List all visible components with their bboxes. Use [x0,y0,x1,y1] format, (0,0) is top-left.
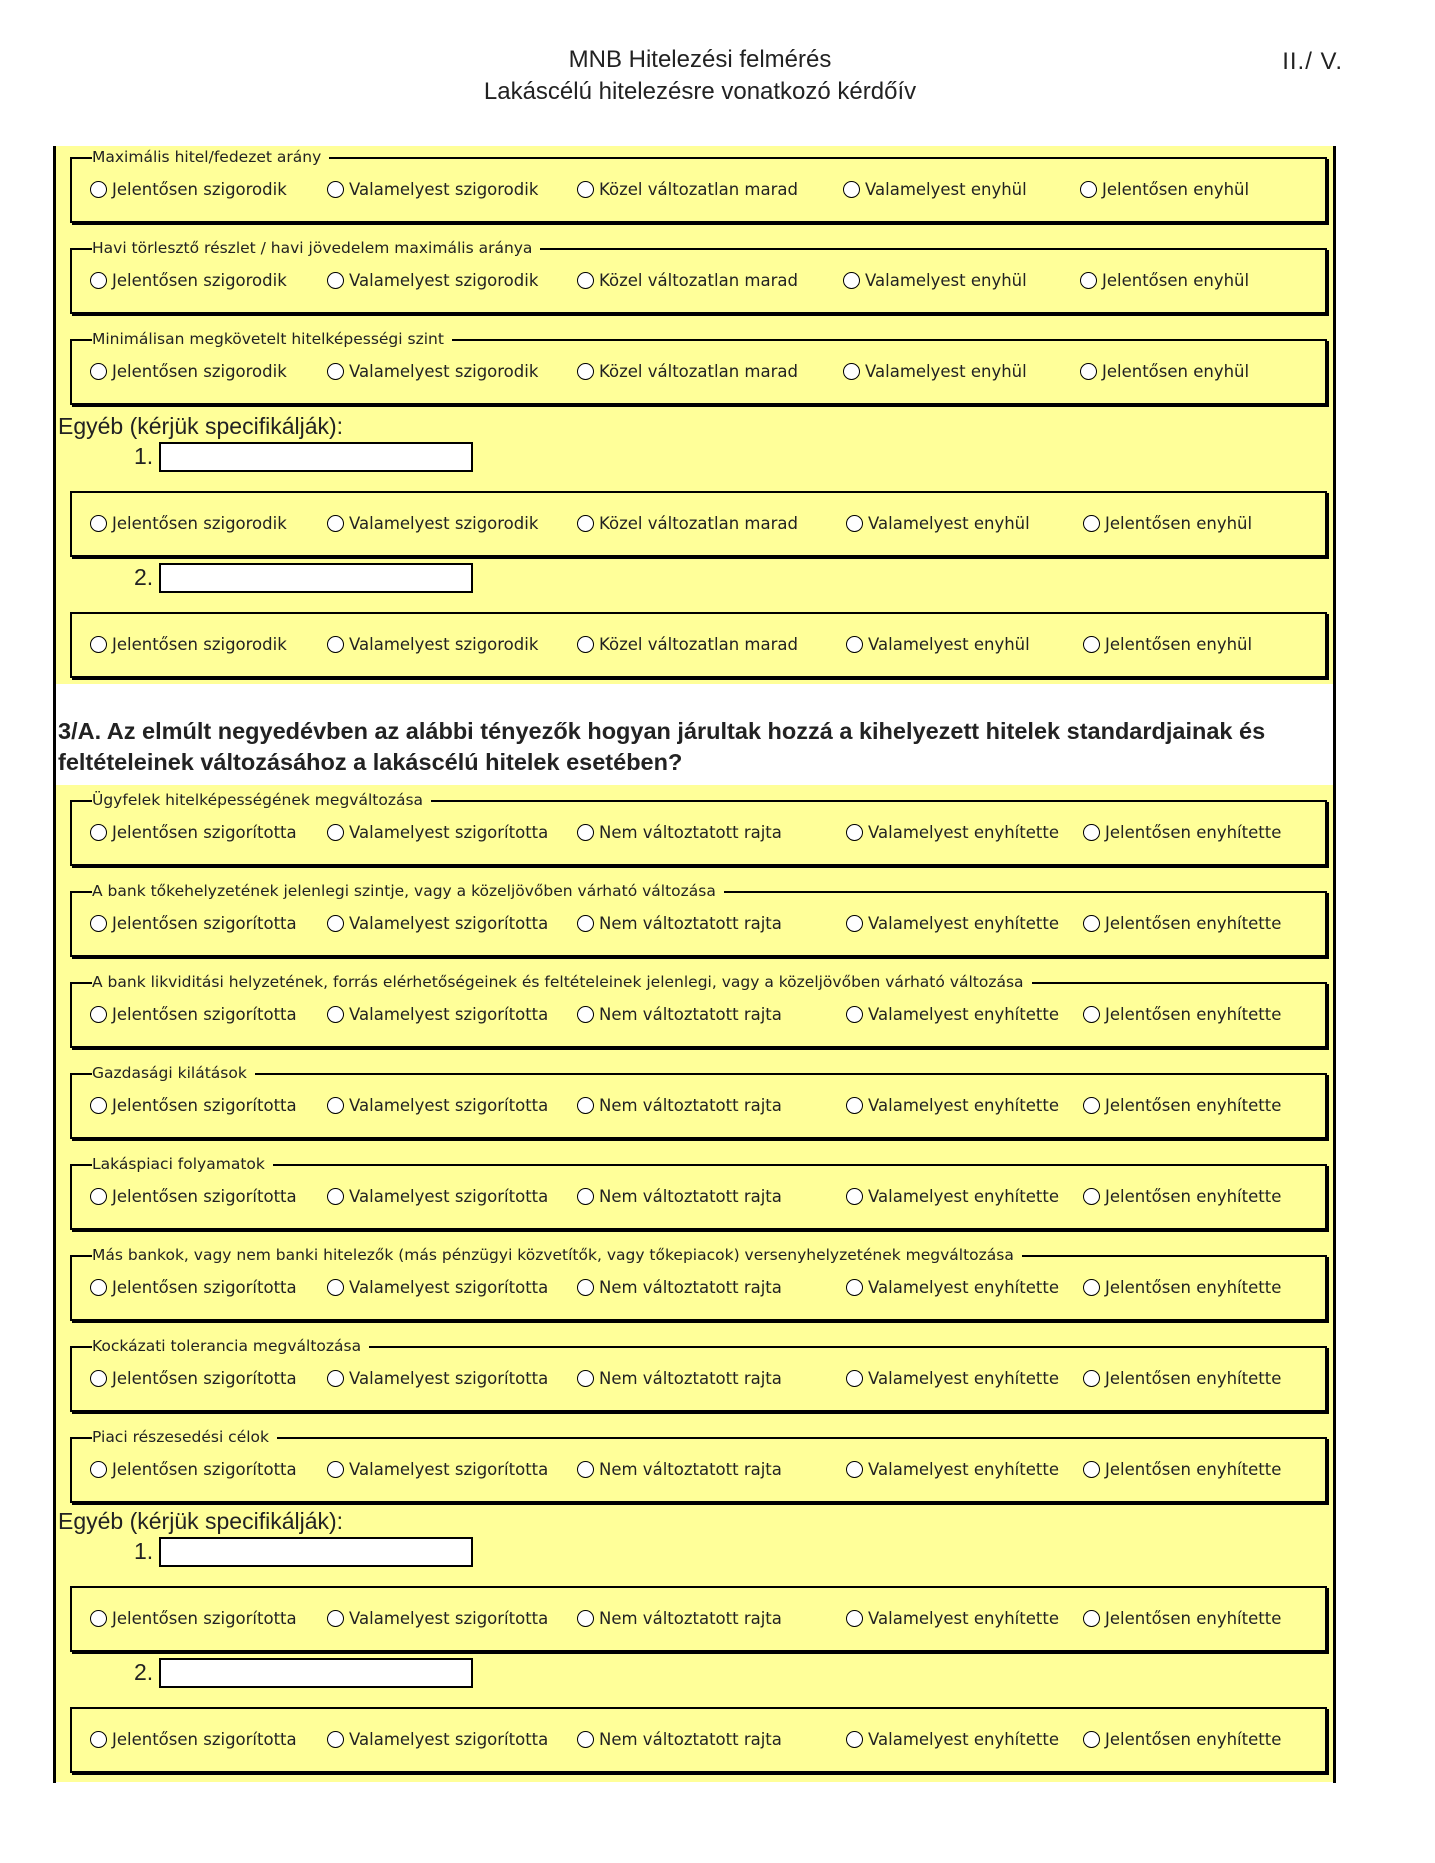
radio-option[interactable] [1083,1187,1281,1206]
radio-option[interactable] [846,1278,1059,1297]
radio-option-label: Jelentősen enyhítette [1105,1278,1282,1297]
radio-button-icon[interactable] [90,1370,107,1387]
radio-option[interactable] [90,1460,297,1479]
radio-button-icon[interactable] [577,1188,594,1205]
section-b-group [70,1337,1327,1412]
radio-option-label: Nem változtatott rajta [599,1096,782,1115]
radio-option-label: Valamelyest enyhítette [868,1460,1059,1479]
radio-button-icon[interactable] [327,824,344,841]
section-b-group-legend: Gazdasági kilátások [92,1062,255,1084]
section-b-group-legend: A bank tőkehelyzetének jelenlegi szintje, vagy a közeljövőben várható változása [92,880,724,902]
radio-option[interactable] [846,914,1059,933]
radio-option[interactable] [1083,1005,1281,1024]
radio-button-icon[interactable] [90,1610,107,1627]
radio-option[interactable] [577,635,798,654]
section-b-group [70,1064,1327,1139]
radio-button-icon[interactable] [846,824,863,841]
radio-button-icon[interactable] [846,1610,863,1627]
radio-option-label: Közel változatlan marad [599,180,798,199]
question-3a-title: 3/A. Az elmúlt negyedévben az alábbi tényezők hogyan járultak hozzá a kihelyezett hitelek standardjainak és feltételeinek változásához a lakáscélú hitelek esetében? [58,718,1266,775]
radio-option-label: Jelentősen enyhül [1102,180,1250,199]
radio-option[interactable] [327,1609,548,1628]
radio-option-label: Jelentősen enyhül [1105,514,1253,533]
form-subtitle: Lakáscélú hitelezésre vonatkozó kérdőív [483,78,917,105]
radio-button-icon[interactable] [90,824,107,841]
radio-button-icon[interactable] [846,1188,863,1205]
radio-option[interactable] [327,1187,548,1206]
radio-option[interactable] [1083,1609,1281,1628]
radio-option[interactable] [327,823,548,842]
radio-option-label: Valamelyest enyhül [865,180,1027,199]
radio-option[interactable] [90,1609,297,1628]
radio-option[interactable] [90,1730,297,1749]
radio-option[interactable] [90,914,297,933]
radio-option[interactable] [327,514,538,533]
radio-option[interactable] [1083,1369,1281,1388]
radio-option-label: Valamelyest szigorította [349,1369,549,1388]
radio-button-icon[interactable] [577,515,594,532]
form-title: MNB Hitelezési felmérés [568,46,832,73]
radio-option[interactable] [327,1460,548,1479]
radio-button-icon[interactable] [327,181,344,198]
radio-button-icon[interactable] [327,1370,344,1387]
radio-button-icon[interactable] [1080,272,1097,289]
radio-option[interactable] [846,1609,1059,1628]
radio-option-label: Jelentősen szigorította [112,1278,297,1297]
radio-button-icon[interactable] [90,1279,107,1296]
section-a-other-1-number: 1. [134,443,154,469]
radio-option[interactable] [577,362,798,381]
radio-button-icon[interactable] [1083,824,1100,841]
radio-button-icon[interactable] [90,1461,107,1478]
radio-button-icon[interactable] [1083,1097,1100,1114]
section-b-other-2-number: 2. [134,1659,154,1685]
radio-button-icon[interactable] [90,915,107,932]
radio-button-icon[interactable] [327,1461,344,1478]
radio-option[interactable] [1083,635,1252,654]
radio-option[interactable] [1083,823,1281,842]
radio-option-label: Jelentősen enyhítette [1105,1005,1282,1024]
radio-button-icon[interactable] [843,363,860,380]
section-a-other-1-group [70,491,1327,557]
radio-button-icon[interactable] [846,1370,863,1387]
radio-option[interactable] [90,635,287,654]
radio-button-icon[interactable] [90,1006,107,1023]
radio-button-icon[interactable] [90,1731,107,1748]
radio-option-label: Nem változtatott rajta [599,1609,782,1628]
section-b-other-1-number: 1. [134,1538,154,1564]
radio-option[interactable] [327,180,538,199]
section-b-group-legend: A bank likviditási helyzetének, forrás elérhetőségeinek és feltételeinek jelenlegi, vagy a közeljövőben várható változása [92,971,1032,993]
radio-button-icon[interactable] [1083,636,1100,653]
radio-button-icon[interactable] [577,1461,594,1478]
radio-option[interactable] [577,1005,782,1024]
radio-option[interactable] [90,180,287,199]
section-b-group-legend: Ügyfelek hitelképességének megváltozása [92,789,431,811]
radio-option-label: Nem változtatott rajta [599,823,782,842]
radio-button-icon[interactable] [577,636,594,653]
radio-option-label: Valamelyest szigorította [349,1460,549,1479]
radio-button-icon[interactable] [577,1279,594,1296]
radio-option[interactable] [1080,271,1249,290]
radio-option-label: Jelentősen enyhül [1102,271,1250,290]
radio-option[interactable] [577,180,798,199]
radio-button-icon[interactable] [846,1279,863,1296]
radio-button-icon[interactable] [90,515,107,532]
radio-option-label: Jelentősen enyhítette [1105,1096,1282,1115]
radio-option[interactable] [327,1369,548,1388]
radio-option-label: Jelentősen szigorodik [112,180,287,199]
radio-button-icon[interactable] [327,1279,344,1296]
radio-option-label: Nem változtatott rajta [599,1005,782,1024]
radio-option[interactable] [577,1609,782,1628]
radio-option-label: Közel változatlan marad [599,635,798,654]
radio-button-icon[interactable] [1083,1731,1100,1748]
radio-button-icon[interactable] [1080,181,1097,198]
section-a-group [70,330,1327,405]
radio-option[interactable] [577,823,782,842]
radio-option-label: Valamelyest enyhítette [868,1369,1059,1388]
radio-option[interactable] [90,271,287,290]
radio-button-icon[interactable] [846,636,863,653]
radio-option-label: Valamelyest szigorította [349,1096,549,1115]
radio-option-label: Közel változatlan marad [599,362,798,381]
radio-option-label: Valamelyest enyhül [868,635,1030,654]
section-b-group-legend: Piaci részesedési célok [92,1426,277,1448]
section-b-group [70,1246,1327,1321]
radio-option[interactable] [577,271,798,290]
radio-button-icon[interactable] [577,1097,594,1114]
radio-button-icon[interactable] [1083,1188,1100,1205]
radio-option-label: Valamelyest enyhítette [868,823,1059,842]
radio-button-icon[interactable] [577,272,594,289]
radio-button-icon[interactable] [90,272,107,289]
radio-button-icon[interactable] [577,1610,594,1627]
radio-option-label: Valamelyest szigorodik [349,635,539,654]
radio-option[interactable] [90,1096,297,1115]
section-b-other-2-group [70,1707,1327,1773]
section-b-other-1-group [70,1586,1327,1652]
radio-option[interactable] [1083,914,1281,933]
radio-option-label: Jelentősen szigorította [112,1096,297,1115]
radio-option[interactable] [846,635,1030,654]
radio-button-icon[interactable] [327,1610,344,1627]
radio-option-label: Jelentősen szigorította [112,1460,297,1479]
radio-option-label: Jelentősen szigorodik [112,271,287,290]
radio-option-label: Jelentősen szigorította [112,1187,297,1206]
radio-button-icon[interactable] [327,1097,344,1114]
radio-option[interactable] [1083,1096,1281,1115]
radio-option-label: Valamelyest enyhül [865,362,1027,381]
radio-option-label: Valamelyest szigorította [349,823,549,842]
section-a-group-legend: Maximális hitel/fedezet arány [92,146,329,168]
radio-option-label: Valamelyest enyhül [868,514,1030,533]
radio-option-label: Jelentősen enyhül [1105,635,1253,654]
radio-button-icon[interactable] [846,515,863,532]
radio-button-icon[interactable] [1080,363,1097,380]
radio-button-icon[interactable] [577,363,594,380]
radio-button-icon[interactable] [327,1731,344,1748]
radio-button-icon[interactable] [1083,1279,1100,1296]
radio-option[interactable] [846,1369,1059,1388]
radio-button-icon[interactable] [846,1461,863,1478]
radio-option-label: Valamelyest enyhítette [868,1609,1059,1628]
radio-option[interactable] [1083,1278,1281,1297]
section-b-group [70,1428,1327,1503]
radio-option-label: Valamelyest enyhül [865,271,1027,290]
radio-button-icon[interactable] [327,1006,344,1023]
radio-option-label: Jelentősen szigorította [112,823,297,842]
radio-option-label: Valamelyest szigorította [349,1278,549,1297]
radio-option-label: Jelentősen szigorította [112,1730,297,1749]
radio-button-icon[interactable] [90,1097,107,1114]
radio-option[interactable] [1083,1730,1281,1749]
radio-button-icon[interactable] [90,181,107,198]
radio-option[interactable] [327,362,538,381]
radio-option-label: Jelentősen szigorította [112,1005,297,1024]
radio-option-label: Valamelyest szigorította [349,1005,549,1024]
radio-button-icon[interactable] [90,1188,107,1205]
radio-option-label: Jelentősen enyhítette [1105,914,1282,933]
radio-option-label: Valamelyest szigorította [349,1609,549,1628]
radio-button-icon[interactable] [1083,515,1100,532]
radio-button-icon[interactable] [327,363,344,380]
radio-button-icon[interactable] [846,1006,863,1023]
radio-option[interactable] [90,823,297,842]
radio-option-label: Jelentősen szigorította [112,1369,297,1388]
radio-option[interactable] [577,1730,782,1749]
radio-option[interactable] [577,1278,782,1297]
section-a-other-label: Egyéb (kérjük specifikálják): [58,413,344,439]
radio-option[interactable] [846,1096,1059,1115]
radio-option[interactable] [327,1278,548,1297]
section-b-group-legend: Más bankok, vagy nem banki hitelezők (más pénzügyi közvetítők, vagy tőkepiacok) versenyhelyzetének megváltozása [92,1244,1022,1266]
radio-option[interactable] [327,1096,548,1115]
radio-option[interactable] [846,1005,1059,1024]
radio-button-icon[interactable] [846,1097,863,1114]
radio-button-icon[interactable] [577,915,594,932]
radio-option-label: Valamelyest szigorodik [349,514,539,533]
section-b-other-1-input[interactable] [159,1537,473,1567]
radio-option-label: Közel változatlan marad [599,514,798,533]
radio-button-icon[interactable] [577,181,594,198]
radio-option-label: Jelentősen szigorodik [112,635,287,654]
section-b-group [70,882,1327,957]
radio-option-label: Nem változtatott rajta [599,1460,782,1479]
radio-button-icon[interactable] [327,272,344,289]
radio-option-label: Valamelyest enyhítette [868,914,1059,933]
radio-option-label: Valamelyest szigorodik [349,271,539,290]
radio-option-label: Nem változtatott rajta [599,1730,782,1749]
radio-option[interactable] [327,635,538,654]
radio-button-icon[interactable] [327,915,344,932]
radio-option[interactable] [90,1005,297,1024]
radio-option[interactable] [1083,1460,1281,1479]
radio-option-label: Jelentősen enyhítette [1105,823,1282,842]
radio-option-label: Valamelyest szigorodik [349,180,539,199]
radio-option[interactable] [846,823,1059,842]
section-b-other-2-input[interactable] [159,1658,473,1688]
radio-option[interactable] [577,914,782,933]
radio-option-label: Valamelyest enyhítette [868,1730,1059,1749]
radio-option[interactable] [90,362,287,381]
form-header [0,44,1400,108]
radio-option-label: Valamelyest enyhítette [868,1187,1059,1206]
radio-option[interactable] [327,1730,548,1749]
radio-option[interactable] [577,1187,782,1206]
radio-option[interactable] [327,914,548,933]
radio-button-icon[interactable] [843,272,860,289]
radio-option-label: Jelentősen enyhítette [1105,1460,1282,1479]
radio-option[interactable] [1080,180,1249,199]
radio-option[interactable] [846,1460,1059,1479]
radio-option[interactable] [577,514,798,533]
radio-option-label: Nem változtatott rajta [599,914,782,933]
right-border [1333,146,1336,1783]
radio-option[interactable] [1083,514,1252,533]
radio-button-icon[interactable] [1083,1370,1100,1387]
section-b-group [70,791,1327,866]
radio-button-icon[interactable] [846,1731,863,1748]
radio-option-label: Valamelyest szigorította [349,1187,549,1206]
radio-button-icon[interactable] [577,824,594,841]
radio-option-label: Valamelyest enyhítette [868,1005,1059,1024]
section-b-group [70,973,1327,1048]
radio-option-label: Nem változtatott rajta [599,1369,782,1388]
section-a-other-1-input[interactable] [159,442,473,472]
radio-button-icon[interactable] [846,915,863,932]
left-border [53,146,56,1783]
section-b-group-legend: Kockázati tolerancia megváltozása [92,1335,369,1357]
radio-option-label: Jelentősen szigorította [112,1609,297,1628]
radio-option[interactable] [846,1730,1059,1749]
radio-option-label: Jelentősen szigorodik [112,362,287,381]
radio-option-label: Közel változatlan marad [599,271,798,290]
radio-button-icon[interactable] [327,1188,344,1205]
radio-option[interactable] [327,1005,548,1024]
section-a-group-legend: Minimálisan megkövetelt hitelképességi szint [92,328,452,350]
radio-button-icon[interactable] [327,515,344,532]
radio-button-icon[interactable] [90,636,107,653]
radio-button-icon[interactable] [1083,915,1100,932]
radio-option-label: Jelentősen enyhítette [1105,1730,1282,1749]
radio-option[interactable] [846,1187,1059,1206]
radio-button-icon[interactable] [1083,1610,1100,1627]
radio-option[interactable] [1080,362,1249,381]
radio-option-label: Nem változtatott rajta [599,1278,782,1297]
radio-option[interactable] [90,1278,297,1297]
section-a-group [70,239,1327,314]
radio-option[interactable] [577,1096,782,1115]
radio-option-label: Valamelyest szigorította [349,1730,549,1749]
radio-option-label: Jelentősen enyhítette [1105,1187,1282,1206]
radio-button-icon[interactable] [90,363,107,380]
radio-option[interactable] [577,1369,782,1388]
radio-option-label: Valamelyest enyhítette [868,1278,1059,1297]
radio-button-icon[interactable] [577,1370,594,1387]
section-b-group [70,1155,1327,1230]
radio-option[interactable] [327,271,538,290]
radio-button-icon[interactable] [1083,1461,1100,1478]
radio-option-label: Valamelyest enyhítette [868,1096,1059,1115]
radio-option[interactable] [843,180,1027,199]
radio-option-label: Jelentősen enyhítette [1105,1609,1282,1628]
section-a-other-2-group [70,612,1327,678]
section-a-group [70,148,1327,223]
radio-option-label: Valamelyest szigorodik [349,362,539,381]
radio-option-label: Valamelyest szigorította [349,914,549,933]
radio-option-label: Jelentősen enyhítette [1105,1369,1282,1388]
radio-button-icon[interactable] [577,1006,594,1023]
radio-button-icon[interactable] [577,1731,594,1748]
radio-option[interactable] [843,362,1027,381]
radio-button-icon[interactable] [327,636,344,653]
section-b-other-label: Egyéb (kérjük specifikálják): [58,1508,344,1534]
radio-button-icon[interactable] [843,181,860,198]
radio-option[interactable] [90,514,287,533]
radio-option-label: Jelentősen szigorította [112,914,297,933]
radio-option-label: Nem változtatott rajta [599,1187,782,1206]
page-number: II./ V. [1282,48,1343,75]
radio-option[interactable] [90,1187,297,1206]
radio-option-label: Jelentősen enyhül [1102,362,1250,381]
section-a-other-2-input[interactable] [159,563,473,593]
radio-option[interactable] [843,271,1027,290]
radio-option[interactable] [90,1369,297,1388]
section-a-other-2-number: 2. [134,564,154,590]
section-a-group-legend: Havi törlesztő részlet / havi jövedelem maximális aránya [92,237,540,259]
section-b-group-legend: Lakáspiaci folyamatok [92,1153,273,1175]
radio-option[interactable] [846,514,1030,533]
radio-option-label: Jelentősen szigorodik [112,514,287,533]
radio-button-icon[interactable] [1083,1006,1100,1023]
radio-option[interactable] [577,1460,782,1479]
